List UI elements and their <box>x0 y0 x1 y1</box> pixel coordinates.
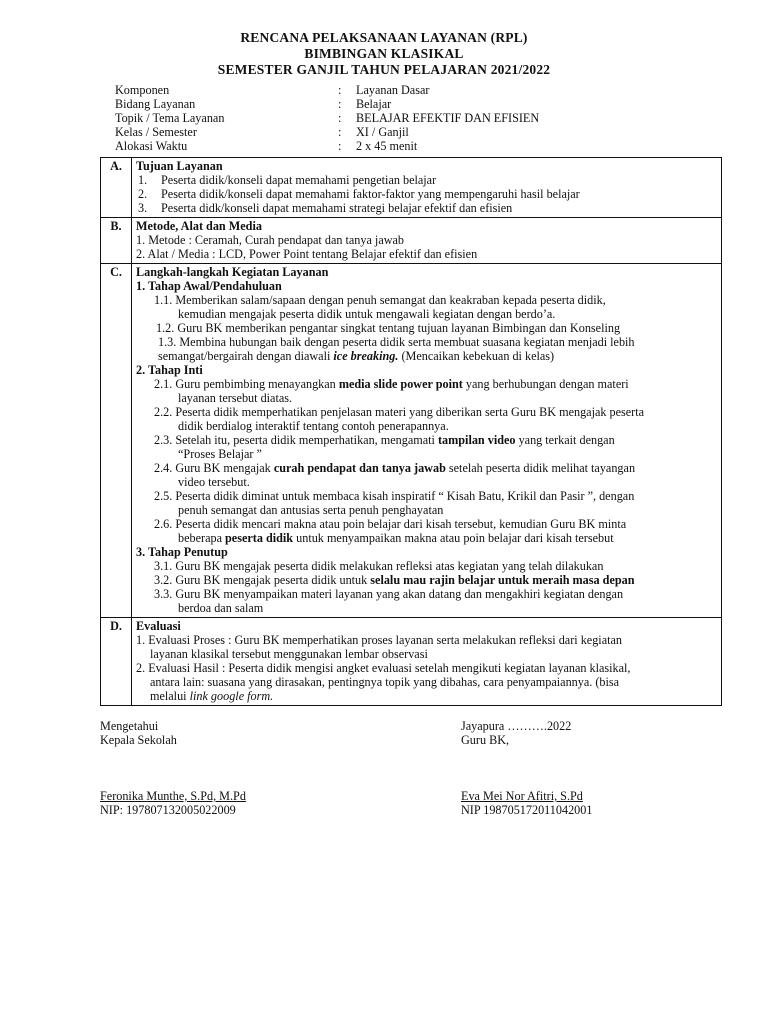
step-text: 3.1. Guru BK mengajak peserta didik melakukan refleksi atas kegiatan yang telah dilakukan <box>154 559 604 573</box>
title-line-2: BIMBINGAN KLASIKAL <box>304 46 464 61</box>
sign-place-date: Jayapura ……….2022 <box>461 719 572 733</box>
section-title: Metode, Alat dan Media <box>136 219 262 233</box>
step-emphasis: curah pendapat dan tanya jawab <box>273 461 446 475</box>
eval-text-cont <box>136 689 717 703</box>
step-text: 3.3. Guru BK menyampaikan materi layanan yang akan datang dan mengakhiri kegiatan dengan <box>154 587 624 601</box>
info-label: Alokasi Waktu <box>115 139 188 153</box>
eval-text-cont: antara lain: suasana yang dirasakan, pentingnya topik yang dibahas, cara penyampaiannya. (bisa <box>150 675 620 689</box>
step-text: untuk menyampaikan makna atau poin belajar dari kisah tersebut <box>293 531 614 545</box>
list-item: 1. Metode : Ceramah, Curah pendapat dan tanya jawab <box>136 233 405 247</box>
section-letter: D. <box>101 618 132 706</box>
step-2-1 <box>136 377 717 405</box>
info-value: BELAJAR EFEKTIF DAN EFISIEN <box>356 111 540 125</box>
section-letter: A. <box>101 158 132 218</box>
step-text: 3.2. Guru BK mengajak peserta didik untuk <box>154 573 371 587</box>
info-value: Layanan Dasar <box>356 83 430 97</box>
info-value: 2 x 45 menit <box>356 139 418 153</box>
step-text: 2.2. Peserta didik memperhatikan penjelasan materi yang diberikan serta Guru BK mengajak peserta <box>154 405 645 419</box>
section-d-content <box>132 618 722 706</box>
step-text: 2.5. Peserta didik diminat untuk membaca kisah inspiratif “ Kisah Batu, Krikil dan Pasir ”, dengan <box>154 489 635 503</box>
sign-name: Eva Mei Nor Afitri, S.Pd <box>461 789 583 803</box>
info-block <box>115 83 675 153</box>
step-text: yang terkait dengan <box>515 433 615 447</box>
step-emphasis: selalu mau rajin belajar untuk meraih masa depan <box>370 573 635 587</box>
info-row-komponen <box>115 83 675 97</box>
step-text: 2.6. Peserta didik mencari makna atau poin belajar dari kisah tersebut, kemudian Guru BK minta <box>154 517 627 531</box>
sign-name: Feronika Munthe, S.Pd, M.Pd <box>100 789 246 803</box>
document-title <box>0 30 768 78</box>
section-d-row <box>101 618 722 706</box>
eval-link-text: link google form. <box>189 689 274 703</box>
section-a-row <box>101 158 722 218</box>
step-text-cont: video tersebut. <box>178 475 250 489</box>
info-label: Topik / Tema Layanan <box>115 111 225 125</box>
info-value: Belajar <box>356 97 392 111</box>
step-1-3 <box>136 335 717 363</box>
step-text: 2.1. Guru pembimbing menayangkan <box>154 377 339 391</box>
sign-role: Kepala Sekolah <box>100 733 177 747</box>
step-2-6 <box>136 517 717 545</box>
step-3-2 <box>136 573 717 587</box>
step-text: semangat/bergairah dengan diawali <box>158 349 334 363</box>
evaluation-result <box>136 661 717 703</box>
step-text: (Mencaikan kebekuan di kelas) <box>398 349 555 363</box>
item-number: 3. <box>138 201 148 215</box>
step-text: 2.3. Setelah itu, peserta didik memperhatikan, mengamati <box>154 433 438 447</box>
section-letter: C. <box>101 264 132 618</box>
info-row-kelas <box>115 125 675 139</box>
item-text: Peserta didik/konseli dapat memahami pengetian belajar <box>161 173 437 187</box>
eval-text: 2. Evaluasi Hasil : Peserta didik mengisi angket evaluasi setelah mengikuti kegiatan layanan klasikal, <box>136 661 631 675</box>
sign-nip: NIP 198705172011042001 <box>461 803 593 817</box>
info-colon: : <box>338 125 342 139</box>
item-number: 1. <box>138 173 148 187</box>
info-colon: : <box>338 83 342 97</box>
step-text-cont: berdoa dan salam <box>178 601 264 615</box>
step-2-2 <box>136 405 717 433</box>
step-1-1 <box>136 293 717 321</box>
info-row-alokasi <box>115 139 675 153</box>
step-text: setelah peserta didik melihat tayangan <box>445 461 636 475</box>
step-text-cont: “Proses Belajar ” <box>178 447 262 461</box>
step-text-cont: didik berdialog interaktif tentang contoh penerapannya. <box>178 419 449 433</box>
step-2-5 <box>136 489 717 517</box>
sign-role: Guru BK, <box>461 733 510 747</box>
step-text: 1.3. Membina hubungan baik dengan peserta didik serta membuat suasana kegiatan menjadi lebih <box>158 335 635 349</box>
stage-title-awal: 1. Tahap Awal/Pendahuluan <box>136 279 282 293</box>
list-item: 2. Alat / Media : LCD, Power Point tentang Belajar efektif dan efisien <box>136 247 478 261</box>
step-text-cont: layanan tersebut diatas. <box>178 391 293 405</box>
item-text: Peserta didik/konseli dapat memahami faktor-faktor yang mempengaruhi hasil belajar <box>161 187 580 201</box>
signature-right <box>461 719 592 817</box>
step-text: beberapa <box>178 531 226 545</box>
rpl-table <box>100 157 722 706</box>
section-letter: B. <box>101 218 132 264</box>
section-b-row <box>101 218 722 264</box>
info-label: Bidang Layanan <box>115 97 196 111</box>
eval-text-cont: layanan klasikal tersebut menggunakan lembar observasi <box>150 647 428 661</box>
item-number: 2. <box>138 187 148 201</box>
info-label: Komponen <box>115 83 170 97</box>
title-line-1: RENCANA PELAKSANAAN LAYANAN (RPL) <box>240 30 528 45</box>
step-emphasis: ice breaking. <box>333 349 399 363</box>
step-text: yang berhubungan dengan materi <box>462 377 629 391</box>
list-item <box>136 173 717 187</box>
section-b-content <box>132 218 722 264</box>
step-text: 2.4. Guru BK mengajak <box>154 461 274 475</box>
section-c-row <box>101 264 722 618</box>
section-title: Tujuan Layanan <box>136 159 223 173</box>
section-a-content <box>132 158 722 218</box>
step-text: 1.1. Memberikan salam/sapaan dengan penuh semangat dan keakraban kepada peserta didik, <box>154 293 606 307</box>
list-item <box>136 201 717 215</box>
step-text-cont <box>158 349 717 363</box>
step-emphasis: peserta didik <box>225 531 294 545</box>
step-3-3 <box>136 587 717 615</box>
step-text: 1.2. Guru BK memberikan pengantar singkat tentang tujuan layanan Bimbingan dan Konseling <box>156 321 621 335</box>
signature-left <box>100 719 246 817</box>
sign-label: Mengetahui <box>100 719 159 733</box>
step-2-4 <box>136 461 717 489</box>
stage-title-inti: 2. Tahap Inti <box>136 363 203 377</box>
info-row-topik <box>115 111 675 125</box>
step-emphasis: media slide power point <box>338 377 463 391</box>
info-colon: : <box>338 97 342 111</box>
step-text-cont: kemudian mengajak peserta didik untuk mengawali kegiatan dengan berdo’a. <box>178 307 556 321</box>
step-text-cont <box>154 531 717 545</box>
step-1-2 <box>136 321 717 335</box>
list-item <box>136 187 717 201</box>
step-2-3 <box>136 433 717 461</box>
info-row-bidang <box>115 97 675 111</box>
eval-text: melalui <box>150 689 190 703</box>
section-title: Langkah-langkah Kegiatan Layanan <box>136 265 329 279</box>
step-3-1 <box>136 559 717 573</box>
section-title: Evaluasi <box>136 619 181 633</box>
title-line-3: SEMESTER GANJIL TAHUN PELAJARAN 2021/2022 <box>217 62 551 77</box>
sign-nip: NIP: 197807132005022009 <box>100 803 236 817</box>
section-c-content <box>132 264 722 618</box>
item-text: Peserta didk/konseli dapat memahami strategi belajar efektif dan efisien <box>161 201 513 215</box>
info-label: Kelas / Semester <box>115 125 197 139</box>
stage-title-penutup: 3. Tahap Penutup <box>136 545 228 559</box>
evaluation-process <box>136 633 717 661</box>
info-colon: : <box>338 111 342 125</box>
info-colon: : <box>338 139 342 153</box>
step-text-cont: penuh semangat dan antusias serta penuh penghayatan <box>178 503 444 517</box>
eval-text: 1. Evaluasi Proses : Guru BK memperhatikan proses layanan serta melakukan refleksi dari kegiatan <box>136 633 622 647</box>
info-value: XI / Ganjil <box>356 125 409 139</box>
step-emphasis: tampilan video <box>437 433 516 447</box>
